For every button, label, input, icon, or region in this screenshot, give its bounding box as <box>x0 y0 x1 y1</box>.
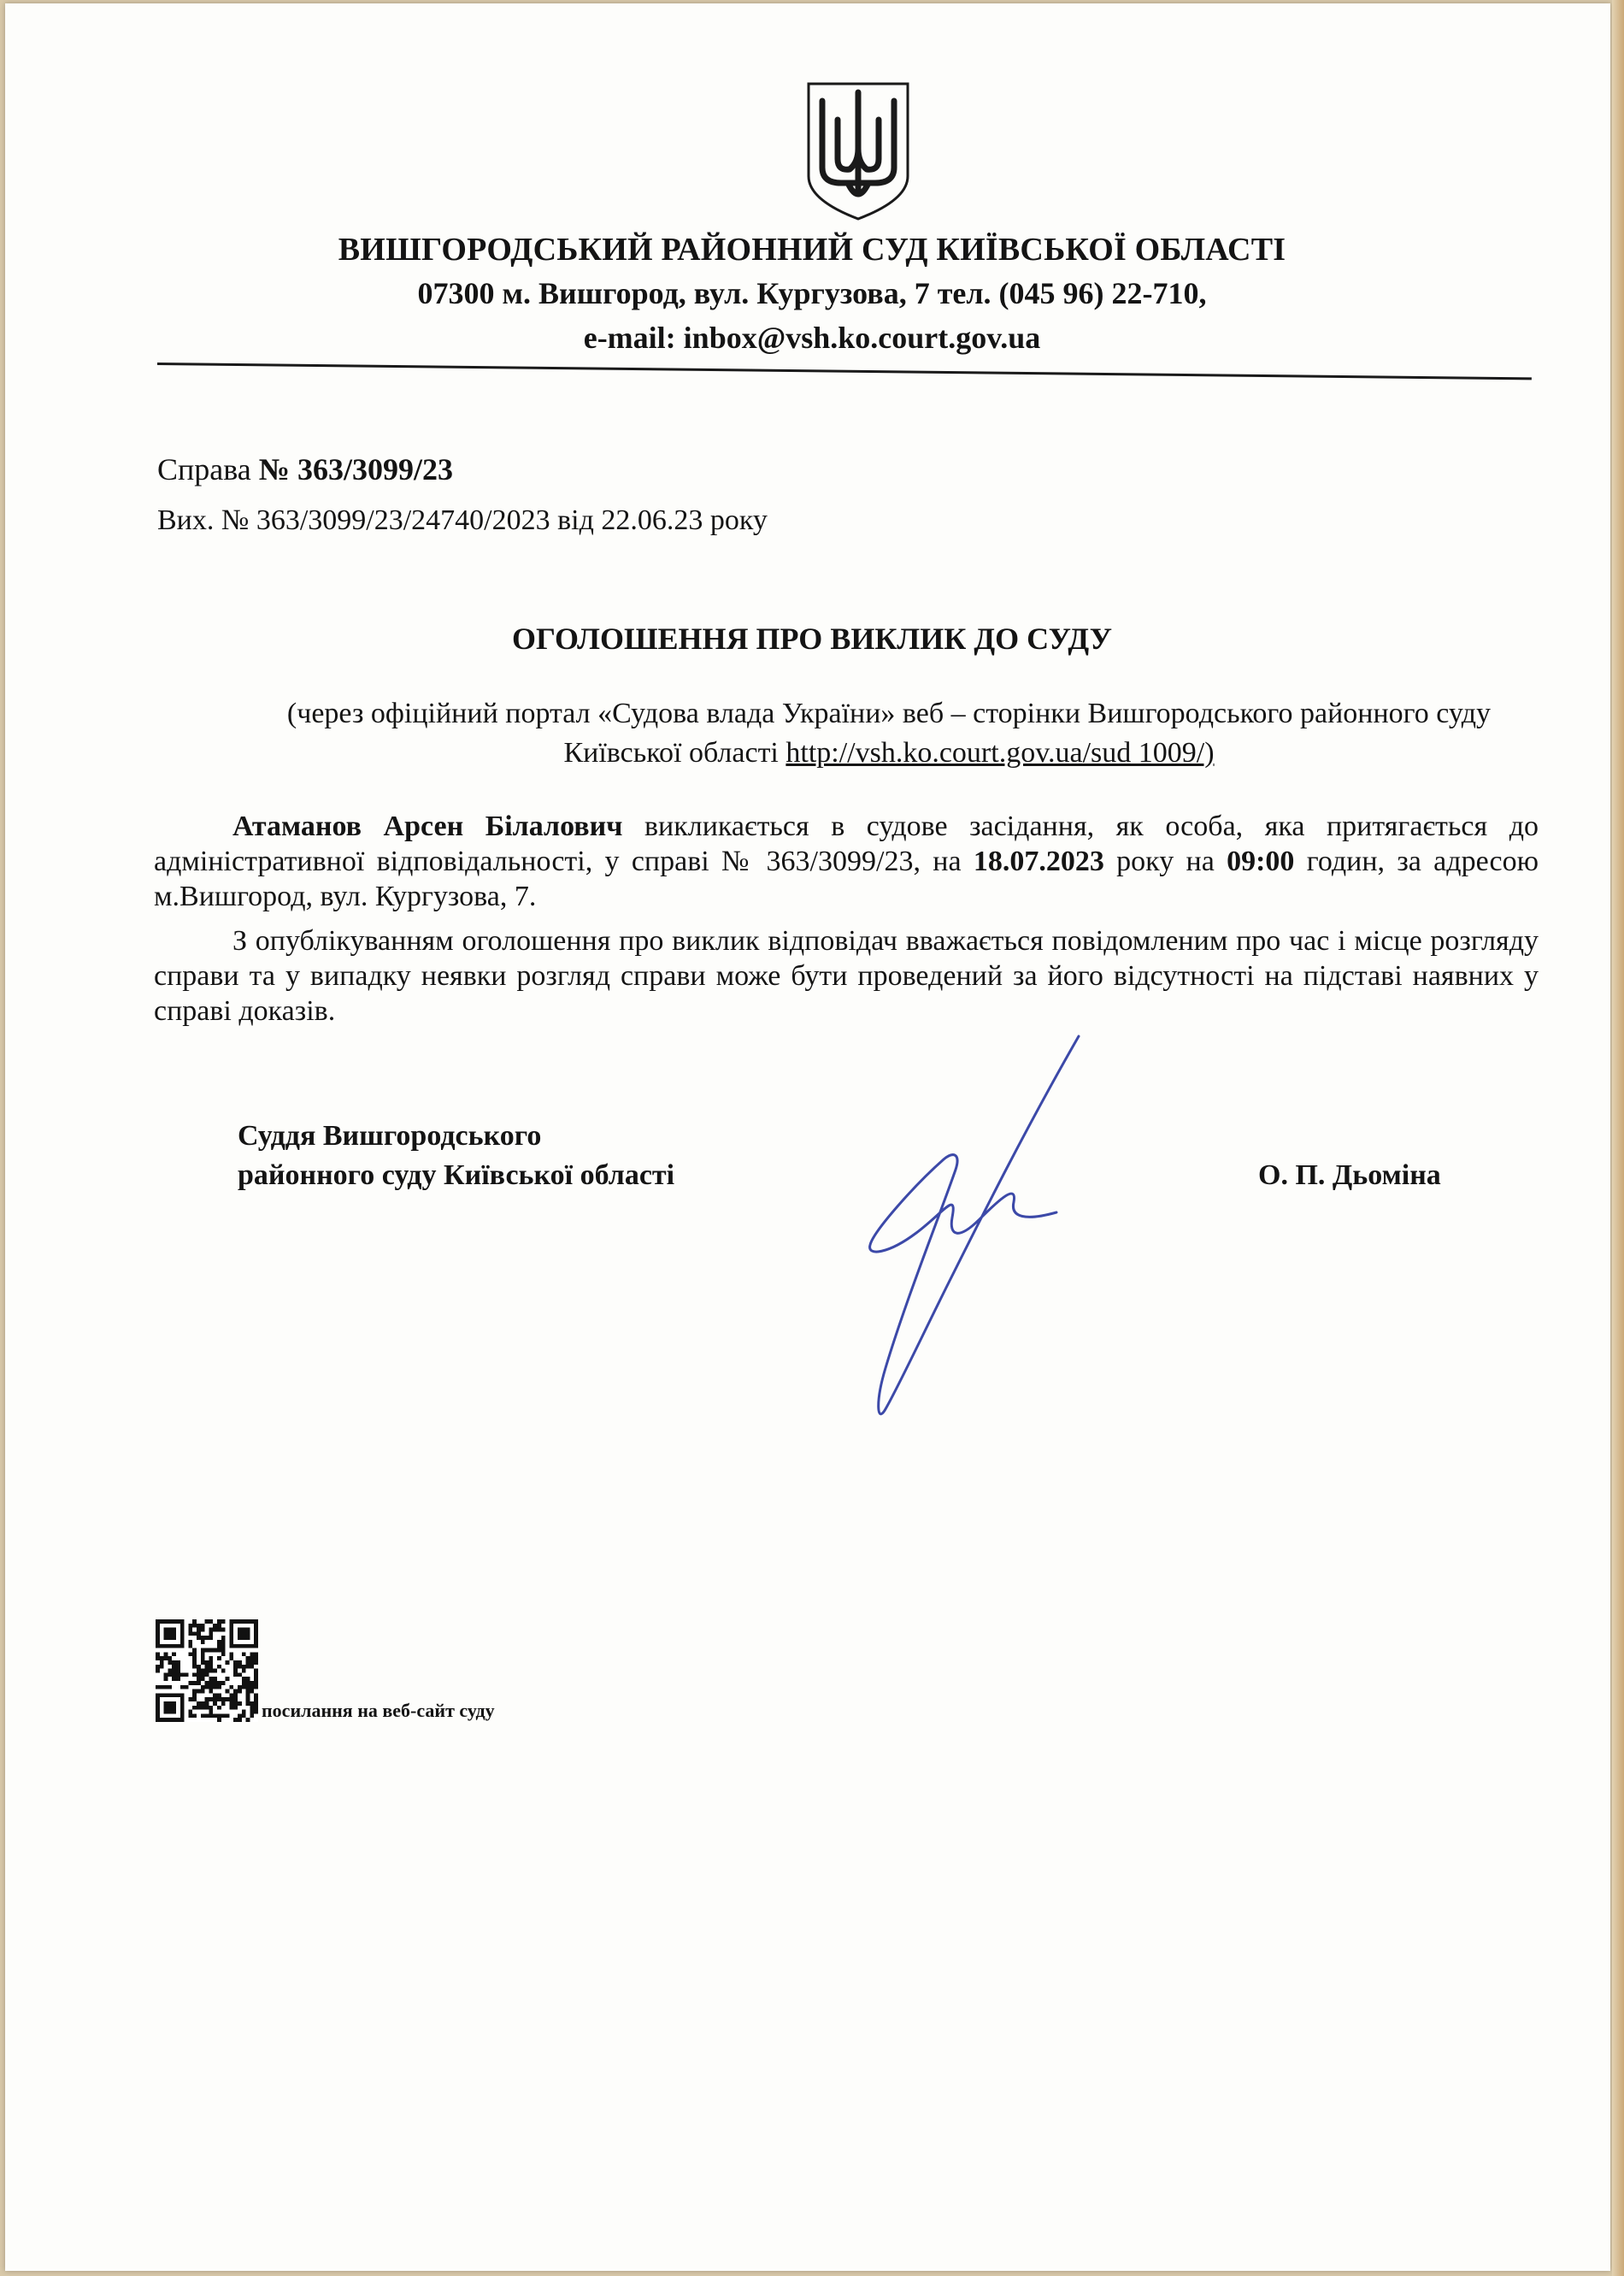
coat-of-arms-icon <box>803 80 913 222</box>
judge-signature <box>855 1026 1145 1428</box>
court-email: e-mail: inbox@vsh.ko.court.gov.ua <box>583 321 1041 355</box>
hearing-date: 18.07.2023 <box>973 846 1104 877</box>
via-text: (через офіційний портал «Судова влада України» веб – сторінки Вишгородського районного суду Київської області <box>286 698 1492 769</box>
notice-title: ОГОЛОШЕННЯ ПРО ВИКЛИК ДО СУДУ <box>511 622 1113 656</box>
summons-paragraph: Атаманов Арсен Білалович викликається в судове засідання, як особа, яка притягається до адміністративної відповідальності, у справі № 363/3099/23, на 18.07.2023 року на 09:00 годин, за адресою м.Вишгород, вул. Кургузова, 7. <box>154 811 1539 912</box>
court-address: 07300 м. Вишгород, вул. Кургузова, 7 тел. (045 96) 22-710, <box>417 276 1207 310</box>
court-site-link[interactable]: http://vsh.ko.court.gov.ua/sud 1009/) <box>786 737 1215 769</box>
qr-caption: посилання на веб-сайт суду <box>262 1700 495 1721</box>
judge-title: Суддя Вишгородського районного суду Київської області <box>238 1120 675 1191</box>
outgoing-number: Вих. № 363/3099/23/24740/2023 від 22.06.23 року <box>157 504 768 536</box>
qr-code-icon[interactable] <box>156 1619 258 1722</box>
judge-name: О. П. Дьоміна <box>1258 1159 1441 1191</box>
hearing-time: 09:00 <box>1227 846 1295 877</box>
court-name: ВИШГОРОДСЬКИЙ РАЙОННИЙ СУД КИЇВСЬКОЇ ОБЛАСТІ <box>338 232 1286 268</box>
consequence-paragraph: З опублікуванням оголошення про виклик відповідач вважається повідомленим про час і місце розгляду справи та у випадку неявки розгляд справи може бути проведений за його відсутності на підставі наявних у справі доказів. <box>154 925 1539 1027</box>
case-prefix: Справа <box>157 452 259 486</box>
notice-via <box>239 694 1539 773</box>
case-number: № 363/3099/23 <box>258 452 453 486</box>
person-name: Атаманов Арсен Білалович <box>232 811 623 842</box>
case-number-line <box>157 451 453 487</box>
